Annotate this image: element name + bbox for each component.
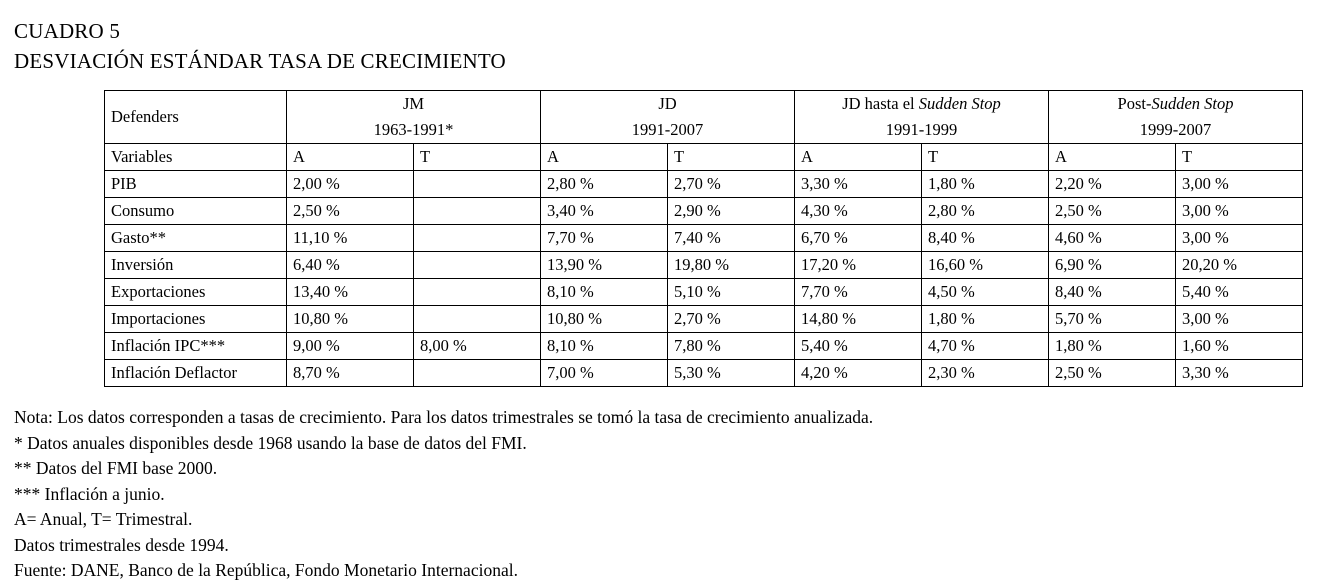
cell: 16,60 % xyxy=(922,252,1049,279)
row-label: Gasto** xyxy=(105,225,287,252)
cell: 3,30 % xyxy=(795,171,922,198)
cell xyxy=(414,171,541,198)
cell: 7,00 % xyxy=(541,360,668,387)
table-row xyxy=(105,171,1303,198)
cell: 11,10 % xyxy=(287,225,414,252)
cell: 3,00 % xyxy=(1176,225,1303,252)
cell: 7,70 % xyxy=(541,225,668,252)
cell: 17,20 % xyxy=(795,252,922,279)
cell: 19,80 % xyxy=(668,252,795,279)
table-header-group-row xyxy=(105,91,1303,118)
cell: 4,70 % xyxy=(922,333,1049,360)
cell: 2,90 % xyxy=(668,198,795,225)
subheader-col-3: T xyxy=(668,144,795,171)
cell: 6,70 % xyxy=(795,225,922,252)
note-line: Datos trimestrales desde 1994. xyxy=(14,534,229,555)
group-header-jd-sudden-stop-prefix: JD hasta el xyxy=(842,93,919,113)
group-header-post-sudden-stop-prefix: Post- xyxy=(1117,93,1152,113)
subheader-col-5: T xyxy=(922,144,1049,171)
cell: 2,50 % xyxy=(1049,198,1176,225)
cell: 3,00 % xyxy=(1176,198,1303,225)
cell: 8,10 % xyxy=(541,333,668,360)
statistics-table xyxy=(104,90,1303,387)
group-period-jd-sudden-stop: 1991-1999 xyxy=(795,117,1049,144)
cell: 1,60 % xyxy=(1176,333,1303,360)
cell: 4,50 % xyxy=(922,279,1049,306)
table-container xyxy=(104,90,1300,387)
cell: 8,70 % xyxy=(287,360,414,387)
cell: 2,50 % xyxy=(1049,360,1176,387)
row-label: Inflación Deflactor xyxy=(105,360,287,387)
group-header-post-sudden-stop xyxy=(1049,91,1303,118)
cell: 7,70 % xyxy=(795,279,922,306)
row-label: Inversión xyxy=(105,252,287,279)
subheader-col-4: A xyxy=(795,144,922,171)
subheader-col-6: A xyxy=(1049,144,1176,171)
cell: 3,00 % xyxy=(1176,306,1303,333)
cell: 9,00 % xyxy=(287,333,414,360)
note-line: * Datos anuales disponibles desde 1968 usando la base de datos del FMI. xyxy=(14,432,527,453)
variables-label: Variables xyxy=(105,144,287,171)
table-row xyxy=(105,279,1303,306)
row-label: Consumo xyxy=(105,198,287,225)
subheader-col-2: A xyxy=(541,144,668,171)
cell: 8,00 % xyxy=(414,333,541,360)
cell: 8,40 % xyxy=(1049,279,1176,306)
cell: 13,40 % xyxy=(287,279,414,306)
group-header-jd-sudden-stop xyxy=(795,91,1049,118)
cell: 3,00 % xyxy=(1176,171,1303,198)
cell xyxy=(414,252,541,279)
group-header-jm: JM xyxy=(287,91,541,118)
cell xyxy=(414,279,541,306)
cell: 20,20 % xyxy=(1176,252,1303,279)
cell: 2,00 % xyxy=(287,171,414,198)
cell: 4,60 % xyxy=(1049,225,1176,252)
subheader-col-7: T xyxy=(1176,144,1303,171)
table-row xyxy=(105,252,1303,279)
cell: 6,90 % xyxy=(1049,252,1176,279)
note-line: Nota: Los datos corresponden a tasas de crecimiento. Para los datos trimestrales se tomó la tasa de crecimiento anualizada. xyxy=(14,407,874,427)
table-subheader-row xyxy=(105,144,1303,171)
cell: 8,40 % xyxy=(922,225,1049,252)
table-row xyxy=(105,306,1303,333)
cell: 2,80 % xyxy=(922,198,1049,225)
cell: 4,30 % xyxy=(795,198,922,225)
table-row xyxy=(105,360,1303,387)
cell: 2,30 % xyxy=(922,360,1049,387)
cell: 3,30 % xyxy=(1176,360,1303,387)
cell: 10,80 % xyxy=(287,306,414,333)
table-body xyxy=(105,171,1303,387)
cell: 4,20 % xyxy=(795,360,922,387)
subheader-col-0: A xyxy=(287,144,414,171)
note-line: A= Anual, T= Trimestral. xyxy=(14,509,193,529)
group-period-jd: 1991-2007 xyxy=(541,117,795,144)
subheader-col-1: T xyxy=(414,144,541,171)
cell: 13,90 % xyxy=(541,252,668,279)
group-period-jm: 1963-1991* xyxy=(287,117,541,144)
cell: 5,40 % xyxy=(795,333,922,360)
cell xyxy=(414,306,541,333)
row-label: Importaciones xyxy=(105,306,287,333)
group-period-post-sudden-stop: 1999-2007 xyxy=(1049,117,1303,144)
cell: 7,40 % xyxy=(668,225,795,252)
page-title: DESVIACIÓN ESTÁNDAR TASA DE CRECIMIENTO xyxy=(14,49,506,73)
row-label: Inflación IPC*** xyxy=(105,333,287,360)
group-header-jd-sudden-stop-italic: Sudden Stop xyxy=(918,93,1001,113)
note-line: *** Inflación a junio. xyxy=(14,483,165,504)
table-row xyxy=(105,225,1303,252)
cell: 2,50 % xyxy=(287,198,414,225)
cell: 5,10 % xyxy=(668,279,795,306)
cell xyxy=(414,225,541,252)
corner-label: Defenders xyxy=(105,91,287,144)
note-line: ** Datos del FMI base 2000. xyxy=(14,458,218,478)
row-label: PIB xyxy=(105,171,287,198)
cell: 2,80 % xyxy=(541,171,668,198)
cell: 2,70 % xyxy=(668,306,795,333)
cell: 10,80 % xyxy=(541,306,668,333)
cell: 2,20 % xyxy=(1049,171,1176,198)
title-block xyxy=(0,0,1318,76)
cell: 5,40 % xyxy=(1176,279,1303,306)
table-row xyxy=(105,333,1303,360)
cell: 3,40 % xyxy=(541,198,668,225)
cell: 5,30 % xyxy=(668,360,795,387)
group-header-post-sudden-stop-italic: Sudden Stop xyxy=(1151,93,1234,113)
cell: 6,40 % xyxy=(287,252,414,279)
cell: 1,80 % xyxy=(922,306,1049,333)
group-header-jd: JD xyxy=(541,91,795,118)
cell: 1,80 % xyxy=(922,171,1049,198)
cell xyxy=(414,360,541,387)
cell xyxy=(414,198,541,225)
cell: 14,80 % xyxy=(795,306,922,333)
table-row xyxy=(105,198,1303,225)
cell: 5,70 % xyxy=(1049,306,1176,333)
row-label: Exportaciones xyxy=(105,279,287,306)
cell: 2,70 % xyxy=(668,171,795,198)
cell: 7,80 % xyxy=(668,333,795,360)
source-line: Fuente: DANE, Banco de la República, Fondo Monetario Internacional. xyxy=(14,560,518,580)
table-notes xyxy=(14,405,1318,584)
cell: 1,80 % xyxy=(1049,333,1176,360)
table-number: CUADRO 5 xyxy=(14,19,121,43)
cell: 8,10 % xyxy=(541,279,668,306)
